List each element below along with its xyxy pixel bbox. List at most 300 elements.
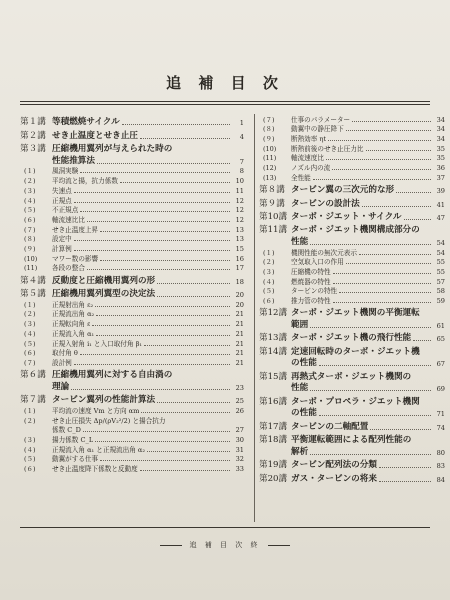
entry-page-number: 21 xyxy=(235,349,244,358)
entry-number: (２) xyxy=(263,258,275,267)
entry-page-number: 34 xyxy=(436,115,445,124)
entry-page-number: 83 xyxy=(436,462,445,471)
leader-dots xyxy=(326,159,431,160)
toc-entry-continuation xyxy=(259,235,445,247)
leader-dots xyxy=(396,192,431,193)
leader-dots xyxy=(74,192,230,193)
toc-lecture-entry xyxy=(20,286,244,299)
entry-page-number: 10 xyxy=(235,177,244,186)
toc-lecture-entry xyxy=(259,470,445,483)
entry-title: 断熱前後のせき止圧力比 xyxy=(291,144,364,153)
entry-page-number: 74 xyxy=(436,423,445,432)
entry-number: (３) xyxy=(24,320,36,329)
toc-lecture-entry xyxy=(259,432,445,445)
toc-subitem-entry xyxy=(20,425,244,435)
entry-number: (10) xyxy=(24,254,38,263)
entry-number: (10) xyxy=(263,144,277,153)
entry-page-number: 12 xyxy=(235,206,244,215)
entry-number: (４) xyxy=(24,445,36,454)
leader-dots xyxy=(74,202,230,203)
entry-title: 設定中 xyxy=(52,235,72,244)
entry-number: (４) xyxy=(263,277,275,286)
entry-title: 取付角 θ xyxy=(52,349,78,358)
toc-subitem-entry xyxy=(259,114,445,124)
entry-title: 空気取入口の作用 xyxy=(291,258,344,267)
leader-dots xyxy=(74,364,230,365)
entry-title: の性能 xyxy=(291,358,317,369)
toc-lecture-entry xyxy=(259,393,445,406)
entry-page-number: 37 xyxy=(436,173,445,182)
leader-dots xyxy=(95,441,230,442)
entry-title: ターボ・ジエット・サイクル xyxy=(291,211,402,222)
entry-number: (５) xyxy=(263,287,275,296)
leader-dots xyxy=(87,269,230,270)
entry-number: (６) xyxy=(24,349,36,358)
entry-title: 平均流の速度 Vm と方向 αm xyxy=(52,406,140,415)
entry-page-number: 13 xyxy=(235,235,244,244)
toc-lecture-entry xyxy=(259,418,445,431)
entry-number: 第６講 xyxy=(20,370,46,381)
leader-dots xyxy=(92,325,230,326)
entry-number: (６) xyxy=(24,215,36,224)
entry-title: せき止圧損失 Δp/(ρV₂²/2) と揚合抗力 xyxy=(52,416,166,425)
entry-number: 第２講 xyxy=(20,130,46,141)
entry-page-number: 32 xyxy=(235,455,244,464)
leader-dots xyxy=(74,250,230,251)
toc-lecture-entry xyxy=(259,182,445,195)
entry-title: ターボ・ジエット機の飛行性能 xyxy=(291,333,412,344)
entry-title: 圧縮機の特性 xyxy=(291,268,331,277)
footer-label: 追 補 目 次 終 xyxy=(189,541,261,549)
entry-title: 解析 xyxy=(291,446,309,457)
leader-dots xyxy=(319,365,431,366)
toc-subitem-entry xyxy=(20,263,244,273)
entry-number: 第20講 xyxy=(259,473,288,484)
toc-entry-continuation xyxy=(259,382,445,394)
entry-number: (４) xyxy=(24,329,36,338)
entry-number: (１) xyxy=(263,248,275,257)
entry-number: (８) xyxy=(263,125,275,134)
leader-dots xyxy=(80,172,230,173)
entry-page-number: 8 xyxy=(239,167,244,176)
entry-title: ターボ・ジエット機関の平衡運転 xyxy=(291,308,420,319)
leader-dots xyxy=(310,244,431,245)
entry-number: (５) xyxy=(24,455,36,464)
entry-number: 第15講 xyxy=(259,371,288,382)
entry-title: 動翼がする仕事 xyxy=(52,455,99,464)
toc-left-column xyxy=(20,114,244,473)
entry-title: 燃焼器の特性 xyxy=(291,277,331,286)
entry-title: 再熱式ターボ・ジエット機関の xyxy=(291,371,412,382)
toc-subitem-entry xyxy=(20,214,244,224)
entry-title: タービンの特性 xyxy=(291,287,338,296)
toc-subitem-entry xyxy=(20,205,244,215)
toc-subitem-entry xyxy=(20,234,244,244)
toc-subitem-entry xyxy=(20,185,244,195)
entry-title: 正規流入角 α₁ と正規流出角 α₂ xyxy=(52,445,146,454)
entry-page-number: 36 xyxy=(436,164,445,173)
entry-page-number: 55 xyxy=(436,258,445,267)
toc-subitem-entry xyxy=(20,405,244,415)
entry-title: 揚力係数 C_L xyxy=(52,436,94,445)
entry-number: (９) xyxy=(24,244,36,253)
leader-dots xyxy=(333,302,431,303)
entry-title: 仕事のパラメーター xyxy=(291,115,351,124)
toc-subitem-entry xyxy=(259,266,445,276)
toc-lecture-entry xyxy=(20,127,244,140)
entry-title: タービン翼の三次元的な形 xyxy=(291,185,395,196)
entry-page-number: 25 xyxy=(235,397,244,406)
entry-page-number: 69 xyxy=(436,385,445,394)
leader-dots xyxy=(370,429,431,430)
entry-number: (３) xyxy=(24,186,36,195)
entry-title: 定速回転時のターボ・ジエット機 xyxy=(291,346,420,357)
toc-lecture-entry xyxy=(259,368,445,381)
entry-number: (11) xyxy=(24,264,38,273)
toc-entry-continuation xyxy=(259,318,445,330)
leader-dots xyxy=(352,121,431,122)
toc-lecture-entry xyxy=(259,222,445,235)
toc-subitem-entry xyxy=(20,357,244,367)
entry-number: (１) xyxy=(24,167,36,176)
leader-dots xyxy=(333,273,431,274)
leader-dots xyxy=(366,150,431,151)
entry-number: (５) xyxy=(24,339,36,348)
leader-dots xyxy=(80,354,230,355)
leader-dots xyxy=(83,431,230,432)
entry-number: 第19講 xyxy=(259,460,288,471)
entry-number: (２) xyxy=(24,416,36,425)
page-title: 追 補 目 次 xyxy=(166,74,284,92)
leader-dots xyxy=(120,182,230,183)
leader-dots xyxy=(413,340,431,341)
entry-number: 第16講 xyxy=(259,396,288,407)
toc-subitem-entry xyxy=(20,195,244,205)
toc-subitem-entry xyxy=(259,153,445,163)
leader-dots xyxy=(157,402,230,403)
toc-entry-continuation xyxy=(20,154,244,166)
entry-title: マワー数の影響 xyxy=(52,254,99,263)
leader-dots xyxy=(333,283,431,284)
toc-subitem-entry xyxy=(20,309,244,319)
entry-title: 圧縮機用翼列翼型の決定法 xyxy=(52,289,156,300)
entry-title: 正規射出角 ε₂ xyxy=(52,300,94,309)
toc-lecture-entry xyxy=(20,141,244,154)
leader-dots xyxy=(97,163,230,164)
entry-title: 圧縮機用翼列が与えられた時の xyxy=(52,144,173,155)
top-rule-thick xyxy=(20,101,430,102)
entry-number: (９) xyxy=(263,135,275,144)
entry-number: 第11講 xyxy=(259,225,288,236)
entry-number: (６) xyxy=(263,297,275,306)
entry-page-number: 7 xyxy=(239,157,244,166)
entry-page-number: 80 xyxy=(436,448,445,457)
entry-number: 第12講 xyxy=(259,308,288,319)
leader-dots xyxy=(319,415,431,416)
toc-subitem-entry xyxy=(20,224,244,234)
entry-title: タービンの二軸配置 xyxy=(291,421,369,432)
entry-page-number: 20 xyxy=(235,291,244,300)
entry-title: 性能 xyxy=(291,236,309,247)
entry-title: 軸流速比比 xyxy=(52,215,85,224)
entry-page-number: 55 xyxy=(436,268,445,277)
entry-title: 推力管の特性 xyxy=(291,297,331,306)
top-rule-thin xyxy=(20,104,430,105)
leader-dots xyxy=(140,470,230,471)
entry-page-number: 33 xyxy=(235,465,244,474)
entry-page-number: 31 xyxy=(235,445,244,454)
entry-page-number: 30 xyxy=(235,436,244,445)
entry-title: 軸流速度比 xyxy=(291,154,324,163)
entry-page-number: 35 xyxy=(436,144,445,153)
footer-dash-left xyxy=(160,545,182,546)
entry-number: (６) xyxy=(24,465,36,474)
leader-dots xyxy=(362,206,431,207)
leader-dots xyxy=(379,481,431,482)
entry-title: 平衡運転範囲による配列性能の xyxy=(291,435,412,446)
toc-subitem-entry xyxy=(20,434,244,444)
toc-subitem-entry xyxy=(20,318,244,328)
toc-subitem-entry xyxy=(259,276,445,286)
toc-lecture-entry xyxy=(259,457,445,470)
entry-title: タービン翼列の性能計算法 xyxy=(52,395,156,406)
toc-subitem-entry xyxy=(20,454,244,464)
entry-page-number: 26 xyxy=(235,406,244,415)
entry-page-number: 20 xyxy=(235,300,244,309)
entry-title: せき止温度とせき止圧 xyxy=(52,130,138,141)
leader-dots xyxy=(71,389,230,390)
entry-title: ガス・タービンの将来 xyxy=(291,473,377,484)
toc-subitem-entry xyxy=(20,253,244,263)
toc-subitem-entry xyxy=(20,348,244,358)
entry-title: 断熱効率 ηt xyxy=(291,135,327,144)
entry-number: (５) xyxy=(24,206,36,215)
entry-page-number: 1 xyxy=(239,119,244,128)
entry-page-number: 34 xyxy=(436,135,445,144)
leader-dots xyxy=(339,292,431,293)
entry-title: せき止温度降下係数と反動度 xyxy=(52,465,138,474)
entry-page-number: 41 xyxy=(436,200,445,209)
entry-number: (11) xyxy=(263,154,277,163)
entry-page-number: 84 xyxy=(436,475,445,484)
entry-page-number: 54 xyxy=(436,248,445,257)
entry-number: (１) xyxy=(24,406,36,415)
entry-number: (７) xyxy=(24,225,36,234)
entry-page-number: 15 xyxy=(235,244,244,253)
toc-entry-continuation xyxy=(259,357,445,369)
entry-page-number: 39 xyxy=(436,187,445,196)
leader-dots xyxy=(379,467,431,468)
entry-number: 第７講 xyxy=(20,395,46,406)
toc-entry-continuation xyxy=(259,407,445,419)
footer-dash-right xyxy=(268,545,290,546)
toc-lecture-entry xyxy=(20,392,244,405)
leader-dots xyxy=(328,140,431,141)
entry-number: 第10講 xyxy=(259,211,288,222)
entry-page-number: 34 xyxy=(436,125,445,134)
leader-dots xyxy=(80,211,230,212)
entry-title: ターボ・ジエット機関構成部分の xyxy=(291,225,420,236)
entry-page-number: 35 xyxy=(436,154,445,163)
leader-dots xyxy=(313,179,431,180)
toc-entry-continuation xyxy=(259,445,445,457)
entry-title: 等積燃焼サイクル xyxy=(52,117,120,128)
toc-lecture-entry xyxy=(20,367,244,380)
entry-number: 第３講 xyxy=(20,144,46,155)
entry-number: (３) xyxy=(24,436,36,445)
entry-page-number: 18 xyxy=(235,277,244,286)
entry-title: 正規入射角 i₁ と入口取付角 β₁ xyxy=(52,339,143,348)
leader-dots xyxy=(157,296,230,297)
toc-subitem-entry xyxy=(20,166,244,176)
entry-number: (３) xyxy=(263,268,275,277)
leader-dots xyxy=(346,130,431,131)
entry-number: 第17講 xyxy=(259,421,288,432)
toc-subitem-entry xyxy=(259,247,445,257)
leader-dots xyxy=(144,345,230,346)
toc-subitem-entry xyxy=(20,175,244,185)
leader-dots xyxy=(157,283,230,284)
leader-dots xyxy=(122,124,230,125)
entry-number: 第14講 xyxy=(259,346,288,357)
toc-subitem-entry xyxy=(259,133,445,143)
entry-page-number: 57 xyxy=(436,277,445,286)
entry-page-number: 12 xyxy=(235,196,244,205)
entry-title: 圧縮機用翼列に対する自由渦の xyxy=(52,370,173,381)
toc-subitem-entry xyxy=(20,415,244,425)
entry-title: の性能 xyxy=(291,408,317,419)
leader-dots xyxy=(96,315,230,316)
entry-page-number: 58 xyxy=(436,287,445,296)
toc-subitem-entry xyxy=(259,124,445,134)
toc-subitem-entry xyxy=(20,463,244,473)
entry-number: 第13講 xyxy=(259,333,288,344)
entry-number: 第９講 xyxy=(259,198,285,209)
toc-subitem-entry xyxy=(259,286,445,296)
toc-subitem-entry xyxy=(259,143,445,153)
toc-subitem-entry xyxy=(20,328,244,338)
bottom-rule xyxy=(20,527,430,528)
entry-number: 第18講 xyxy=(259,435,288,446)
entry-title: 正規流入角 α₁ xyxy=(52,329,95,338)
entry-page-number: 67 xyxy=(436,360,445,369)
toc-lecture-entry xyxy=(259,330,445,343)
toc-right-column xyxy=(254,114,445,522)
entry-page-number: 61 xyxy=(436,322,445,331)
leader-dots xyxy=(332,169,431,170)
entry-title: 性能 xyxy=(291,383,309,394)
leader-dots xyxy=(310,454,431,455)
entry-title: 全性能 xyxy=(291,173,311,182)
entry-number: 第１講 xyxy=(20,117,46,128)
entry-number: (４) xyxy=(24,196,36,205)
entry-title: 平均流と揚，抗力係数 xyxy=(52,177,118,186)
entry-number: (７) xyxy=(263,115,275,124)
entry-page-number: 27 xyxy=(235,426,244,435)
entry-page-number: 59 xyxy=(436,297,445,306)
entry-title: 不正規点 xyxy=(52,206,79,215)
entry-page-number: 21 xyxy=(235,320,244,329)
entry-title: 機関性能の無次元表示 xyxy=(291,248,357,257)
entry-page-number: 65 xyxy=(436,335,445,344)
entry-page-number: 12 xyxy=(235,215,244,224)
entry-number: (１) xyxy=(24,300,36,309)
entry-number: (２) xyxy=(24,310,36,319)
entry-page-number: 16 xyxy=(235,254,244,263)
entry-page-number: 23 xyxy=(235,383,244,392)
toc-subitem-entry xyxy=(259,162,445,172)
entry-page-number: 21 xyxy=(235,358,244,367)
entry-page-number: 21 xyxy=(235,339,244,348)
leader-dots xyxy=(147,451,230,452)
toc-subitem-entry xyxy=(20,338,244,348)
leader-dots xyxy=(310,390,431,391)
entry-number: (８) xyxy=(24,235,36,244)
entry-title: 設計例 xyxy=(52,358,72,367)
leader-dots xyxy=(310,327,431,328)
toc-entry-continuation xyxy=(20,380,244,392)
entry-title: タービン配列法の分類 xyxy=(291,460,377,471)
entry-number: (13) xyxy=(263,173,277,182)
entry-title: ノズル内の流 xyxy=(291,164,331,173)
toc-lecture-entry xyxy=(259,195,445,208)
entry-title: 範囲 xyxy=(291,320,309,331)
entry-title: 正規流出角 α₂ xyxy=(52,310,95,319)
entry-title: 反動度と圧縮機用翼列の形 xyxy=(52,275,156,286)
entry-page-number: 21 xyxy=(235,310,244,319)
entry-title: 動翼中の静圧降下 xyxy=(291,125,344,134)
entry-page-number: 13 xyxy=(235,225,244,234)
entry-number: (７) xyxy=(24,358,36,367)
toc-subitem-entry xyxy=(259,295,445,305)
entry-title: 計算例 xyxy=(52,244,72,253)
entry-title: 正規点 xyxy=(52,196,72,205)
entry-number: 第４講 xyxy=(20,275,46,286)
toc-lecture-entry xyxy=(20,272,244,285)
entry-page-number: 71 xyxy=(436,410,445,419)
entry-number: (２) xyxy=(24,177,36,186)
entry-page-number: 21 xyxy=(235,329,244,338)
entry-title: 各段の整合 xyxy=(52,264,85,273)
entry-title: 理論 xyxy=(52,381,70,392)
entry-page-number: 17 xyxy=(235,264,244,273)
toc-subitem-entry xyxy=(259,172,445,182)
entry-title: ターボ・プロペラ・ジエット機関 xyxy=(291,396,420,407)
leader-dots xyxy=(140,138,230,139)
toc-lecture-entry xyxy=(259,209,445,222)
entry-page-number: 4 xyxy=(239,132,244,141)
leader-dots xyxy=(96,335,230,336)
toc-lecture-entry xyxy=(259,305,445,318)
entry-number: 第５講 xyxy=(20,289,46,300)
leader-dots xyxy=(100,231,230,232)
leader-dots xyxy=(100,260,230,261)
end-of-contents xyxy=(0,540,450,550)
entry-title: 風洞実験 xyxy=(52,167,79,176)
entry-title: 係数 C_D xyxy=(52,426,81,435)
entry-title: 性能推算法 xyxy=(52,155,95,166)
entry-title: せき止温度上昇 xyxy=(52,225,99,234)
entry-title: 失速点 xyxy=(52,186,72,195)
leader-dots xyxy=(346,263,431,264)
leader-dots xyxy=(74,240,230,241)
leader-dots xyxy=(141,412,230,413)
toc-lecture-entry xyxy=(259,343,445,356)
toc-subitem-entry xyxy=(20,299,244,309)
leader-dots xyxy=(359,254,431,255)
entry-number: (12) xyxy=(263,164,277,173)
entry-page-number: 11 xyxy=(235,186,244,195)
